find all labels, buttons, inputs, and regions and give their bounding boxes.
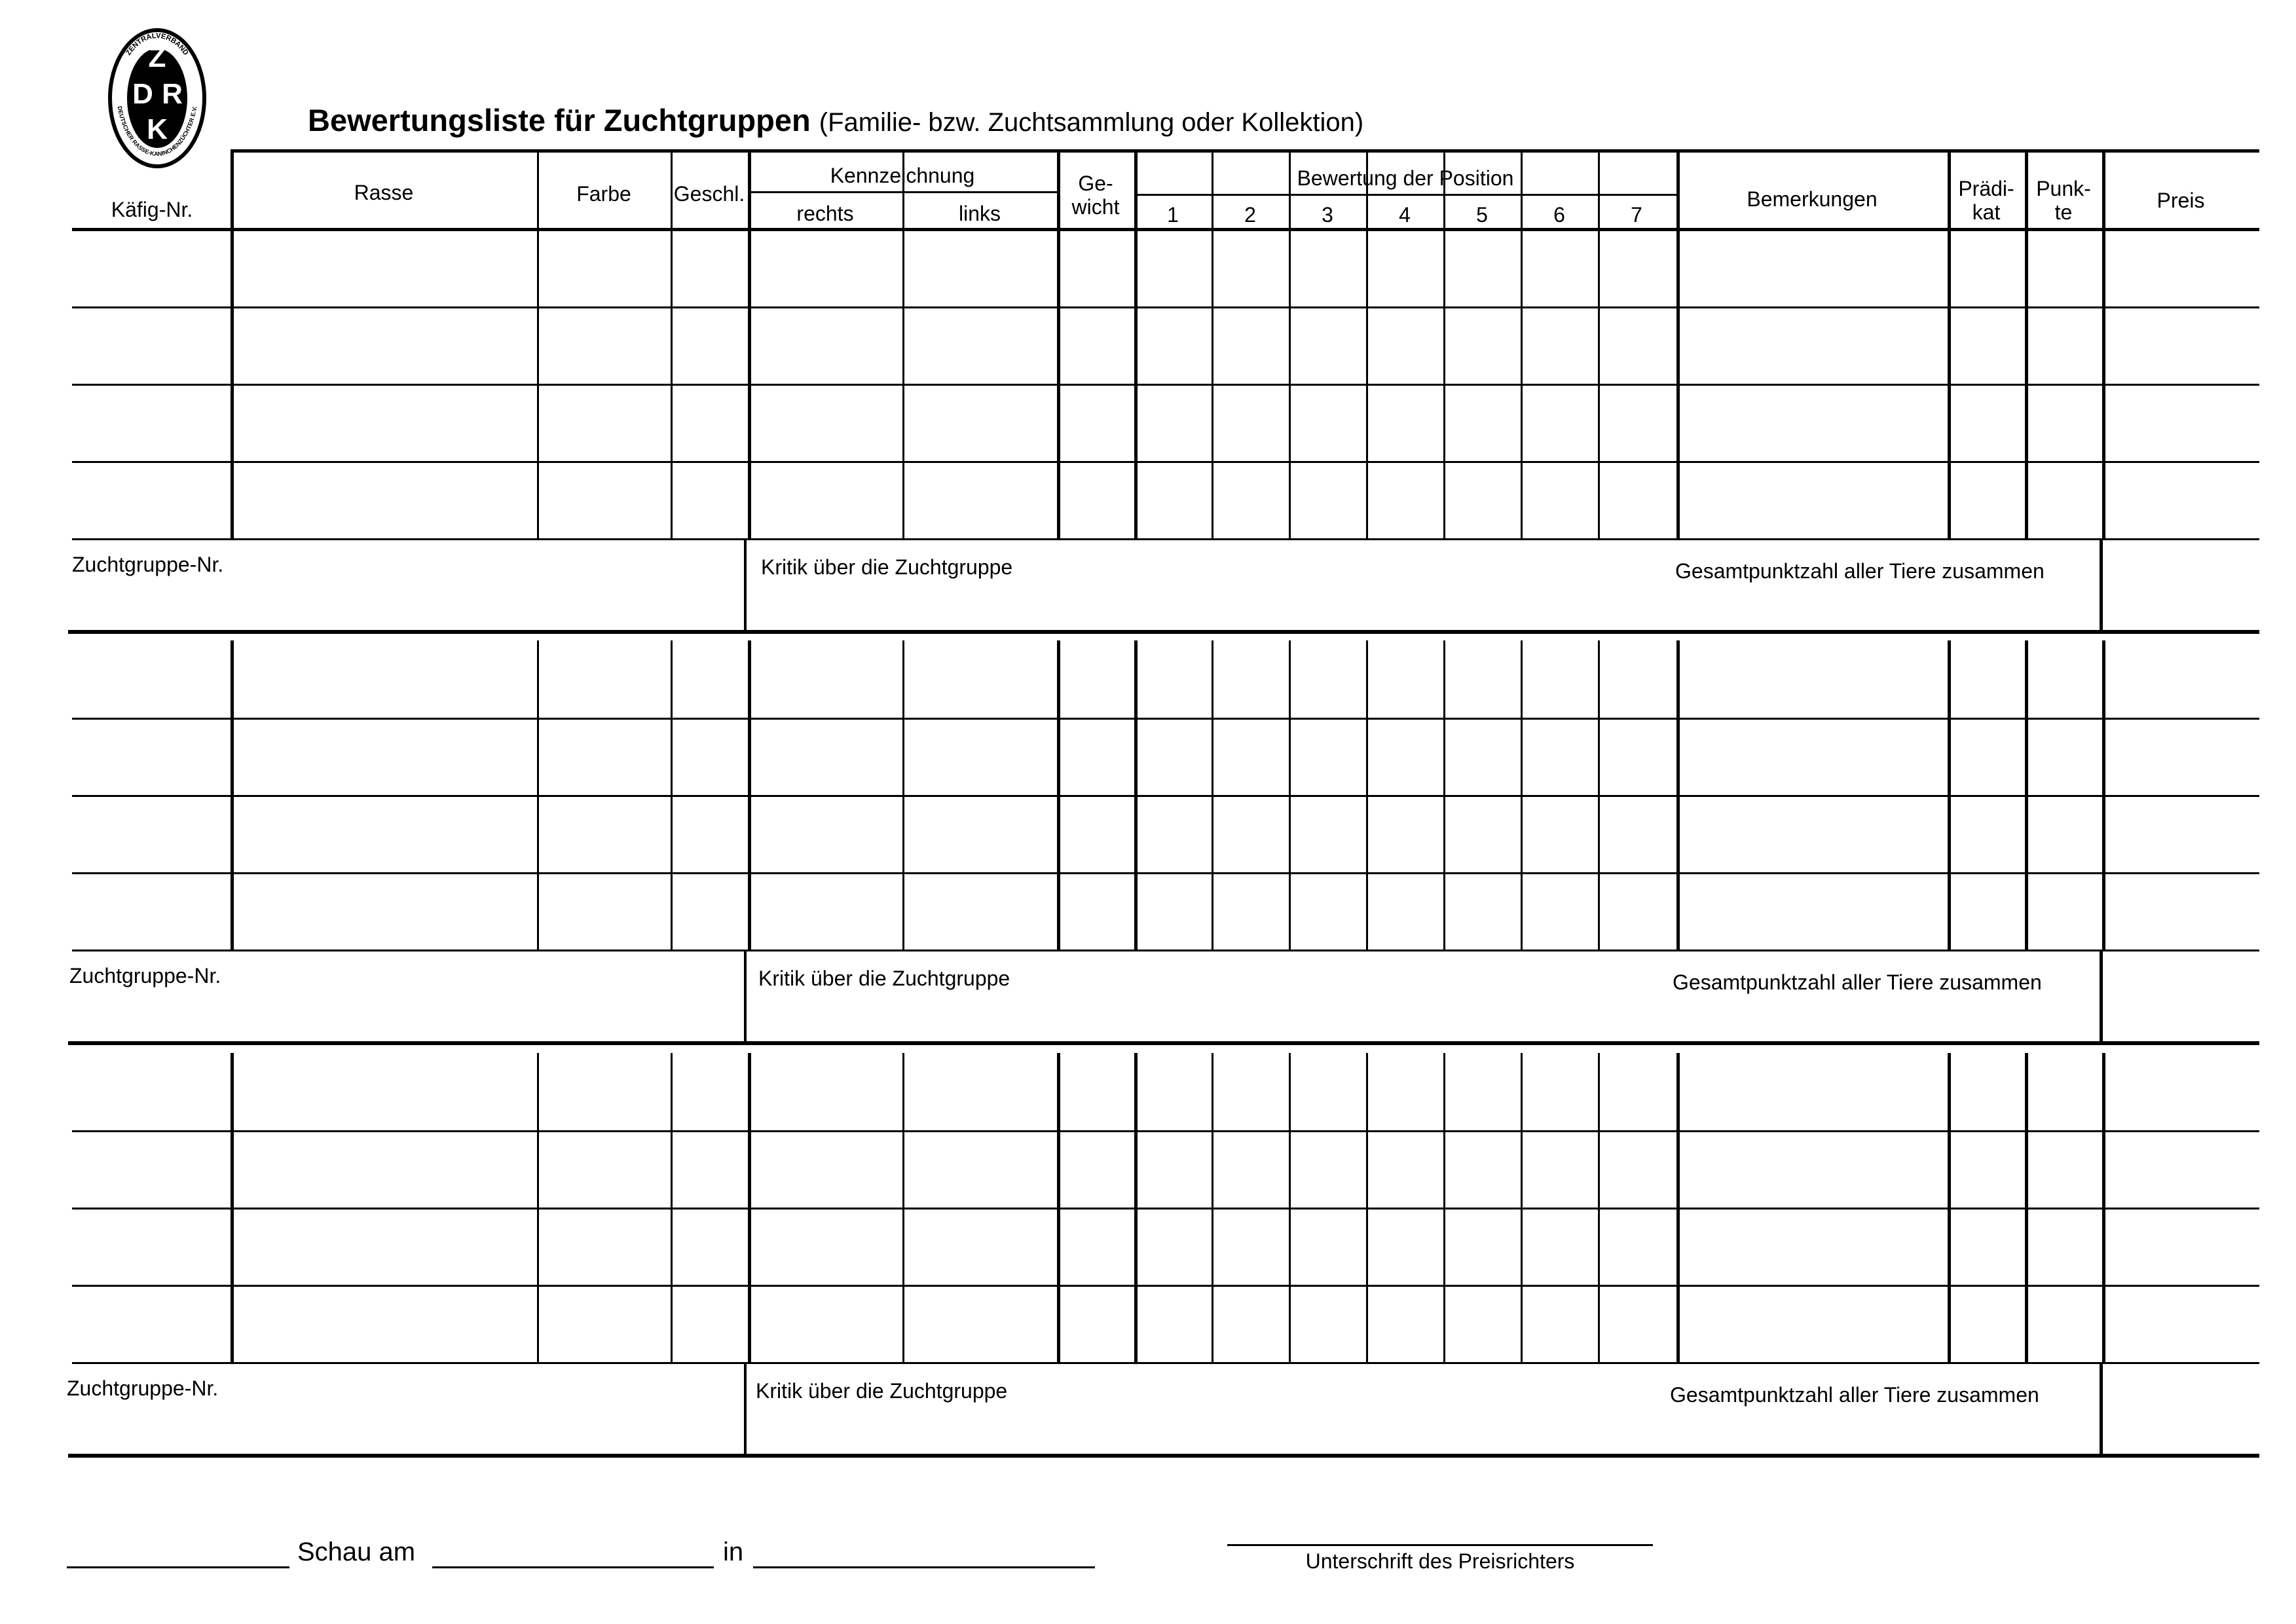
header-punkte-2: te <box>2054 200 2073 224</box>
table-column-line <box>2025 640 2028 950</box>
zuchtgruppe-label-3: Zuchtgruppe-Nr. <box>67 1376 219 1400</box>
preis-divider <box>2100 538 2103 630</box>
zdrk-logo-graphic <box>105 26 210 170</box>
blank-line-prefix <box>67 1566 289 1568</box>
title-sub: (Familie- bzw. Zuchtsammlung oder Kollektion) <box>819 108 1364 137</box>
header-kaefig: Käfig-Nr. <box>111 198 193 221</box>
header-top-line <box>231 149 2259 153</box>
header-punkte-1: Punk- <box>2036 177 2091 200</box>
table-column-line <box>671 229 673 538</box>
table-row-line <box>72 718 2259 720</box>
position-label: 7 <box>1631 203 1642 227</box>
table-column-line <box>2102 229 2105 538</box>
table-column-line <box>902 1053 904 1362</box>
table-column-line <box>537 1053 539 1362</box>
group-separator <box>68 630 2259 634</box>
table-column-line <box>1521 229 1523 538</box>
group-separator <box>68 1454 2259 1458</box>
blank-line-place <box>753 1566 1095 1568</box>
header-farbe: Farbe <box>576 182 631 206</box>
zuchtgruppe-label-2: Zuchtgruppe-Nr. <box>69 964 221 987</box>
table-column-line <box>748 1053 751 1362</box>
header-links: links <box>958 202 1001 225</box>
table-column-line <box>1134 640 1138 950</box>
blank-line-date <box>432 1566 714 1568</box>
table-column-line <box>1212 229 1213 538</box>
table-column-line <box>1948 229 1951 538</box>
table-column-line <box>1521 1053 1523 1362</box>
header-praedikat-1: Prädi- <box>1958 177 2014 200</box>
preis-divider <box>2100 950 2103 1041</box>
header-gewicht-1: Ge- <box>1078 172 1113 195</box>
table-column-line <box>1443 229 1445 538</box>
table-column-line <box>1676 229 1680 538</box>
table-column-line <box>1443 640 1445 950</box>
table-column-line <box>1948 1053 1951 1362</box>
schau-am-label: Schau am <box>297 1538 416 1566</box>
table-column-line <box>231 1053 234 1362</box>
table-column-line <box>671 640 673 950</box>
signature-line <box>1227 1544 1653 1546</box>
table-column-line <box>2025 1053 2028 1362</box>
group-separator <box>68 1041 2259 1045</box>
table-row-line <box>72 538 2259 540</box>
in-label: in <box>723 1538 744 1566</box>
table-column-line <box>1057 229 1060 538</box>
table-row-line <box>72 1285 2259 1287</box>
table-column-line <box>1057 640 1060 950</box>
header-rasse: Rasse <box>354 181 414 204</box>
table-column-line <box>748 229 751 538</box>
table-column-line <box>1057 1053 1060 1362</box>
table-column-line <box>671 1053 673 1362</box>
header-bemerkungen: Bemerkungen <box>1747 187 1878 211</box>
unterschrift-label: Unterschrift des Preisrichters <box>1305 1549 1575 1573</box>
position-label: 2 <box>1244 203 1256 227</box>
table-column-line <box>1676 640 1680 950</box>
zdrk-logo <box>105 26 210 174</box>
header-geschl: Geschl. <box>673 182 745 206</box>
position-label: 5 <box>1476 203 1488 227</box>
header-column-line <box>2102 149 2105 228</box>
kritik-label-3: Kritik über die Zuchtgruppe <box>756 1379 1008 1403</box>
table-column-line <box>1598 1053 1600 1362</box>
table-column-line <box>1134 229 1138 538</box>
table-row-line <box>72 461 2259 463</box>
table-column-line <box>537 229 539 538</box>
header-bewertung: Bewertung der Position <box>1297 166 1514 190</box>
zuchtgruppe-label-1: Zuchtgruppe-Nr. <box>72 553 224 576</box>
table-row-line <box>72 1130 2259 1132</box>
position-label: 4 <box>1399 203 1411 227</box>
header-gewicht-2: wicht <box>1071 195 1120 219</box>
logo-ring-bottom: DEUTSCHER RASSE-KANINCHENZÜCHTER E.V. <box>116 105 198 158</box>
page-title <box>308 105 1363 136</box>
kritik-label-2: Kritik über die Zuchtgruppe <box>758 967 1010 990</box>
table-column-line <box>2102 1053 2105 1362</box>
table-column-line <box>1289 640 1291 950</box>
kritik-divider <box>744 1362 747 1454</box>
table-column-line <box>1289 229 1291 538</box>
logo-letter-d: D <box>132 78 153 110</box>
table-row-line <box>72 306 2259 308</box>
table-column-line <box>1598 229 1600 538</box>
table-column-line <box>1443 1053 1445 1362</box>
table-column-line <box>2102 640 2105 950</box>
header-bottom-line <box>72 228 2259 231</box>
table-column-line <box>1212 1053 1213 1362</box>
table-column-line <box>1366 1053 1368 1362</box>
preis-divider <box>2100 1362 2103 1454</box>
table-column-line <box>1676 1053 1680 1362</box>
table-row-line <box>72 1362 2259 1364</box>
logo-letter-r: R <box>162 78 183 110</box>
bewertung-divider <box>1134 194 1676 196</box>
table-column-line <box>748 640 751 950</box>
position-label: 1 <box>1167 203 1179 227</box>
table-row-line <box>72 872 2259 874</box>
position-label: 6 <box>1553 203 1565 227</box>
table-column-line <box>231 640 234 950</box>
logo-letter-k: K <box>147 113 168 145</box>
kritik-divider <box>744 538 747 630</box>
header-kennzeichnung: Kennzeichnung <box>830 164 975 187</box>
table-row-line <box>72 1208 2259 1209</box>
header-rechts: rechts <box>796 202 854 225</box>
table-column-line <box>1598 640 1600 950</box>
kritik-label-1: Kritik über die Zuchtgruppe <box>761 555 1013 579</box>
table-row-line <box>72 795 2259 797</box>
gesamt-label-1: Gesamtpunktzahl aller Tiere zusammen <box>1675 559 2045 583</box>
header-praedikat-2: kat <box>1972 200 2001 224</box>
kritik-divider <box>744 950 747 1041</box>
position-label: 3 <box>1322 203 1333 227</box>
gesamt-label-3: Gesamtpunktzahl aller Tiere zusammen <box>1670 1383 2039 1407</box>
table-column-line <box>1521 640 1523 950</box>
table-column-line <box>902 229 904 538</box>
table-column-line <box>1289 1053 1291 1362</box>
table-column-line <box>537 640 539 950</box>
header-preis: Preis <box>2157 189 2205 212</box>
table-column-line <box>1366 229 1368 538</box>
table-column-line <box>2025 229 2028 538</box>
table-row-line <box>72 950 2259 951</box>
table-column-line <box>231 229 234 538</box>
table-column-line <box>902 640 904 950</box>
logo-ring-top: ZENTRALVERBAND <box>124 31 190 57</box>
table-column-line <box>1212 640 1213 950</box>
table-row-line <box>72 384 2259 386</box>
table-column-line <box>1134 1053 1138 1362</box>
title-main: Bewertungsliste für Zuchtgruppen <box>308 103 811 138</box>
logo-letter-z: Z <box>148 41 166 73</box>
table-column-line <box>1948 640 1951 950</box>
gesamt-label-2: Gesamtpunktzahl aller Tiere zusammen <box>1673 970 2042 994</box>
table-column-line <box>1366 640 1368 950</box>
